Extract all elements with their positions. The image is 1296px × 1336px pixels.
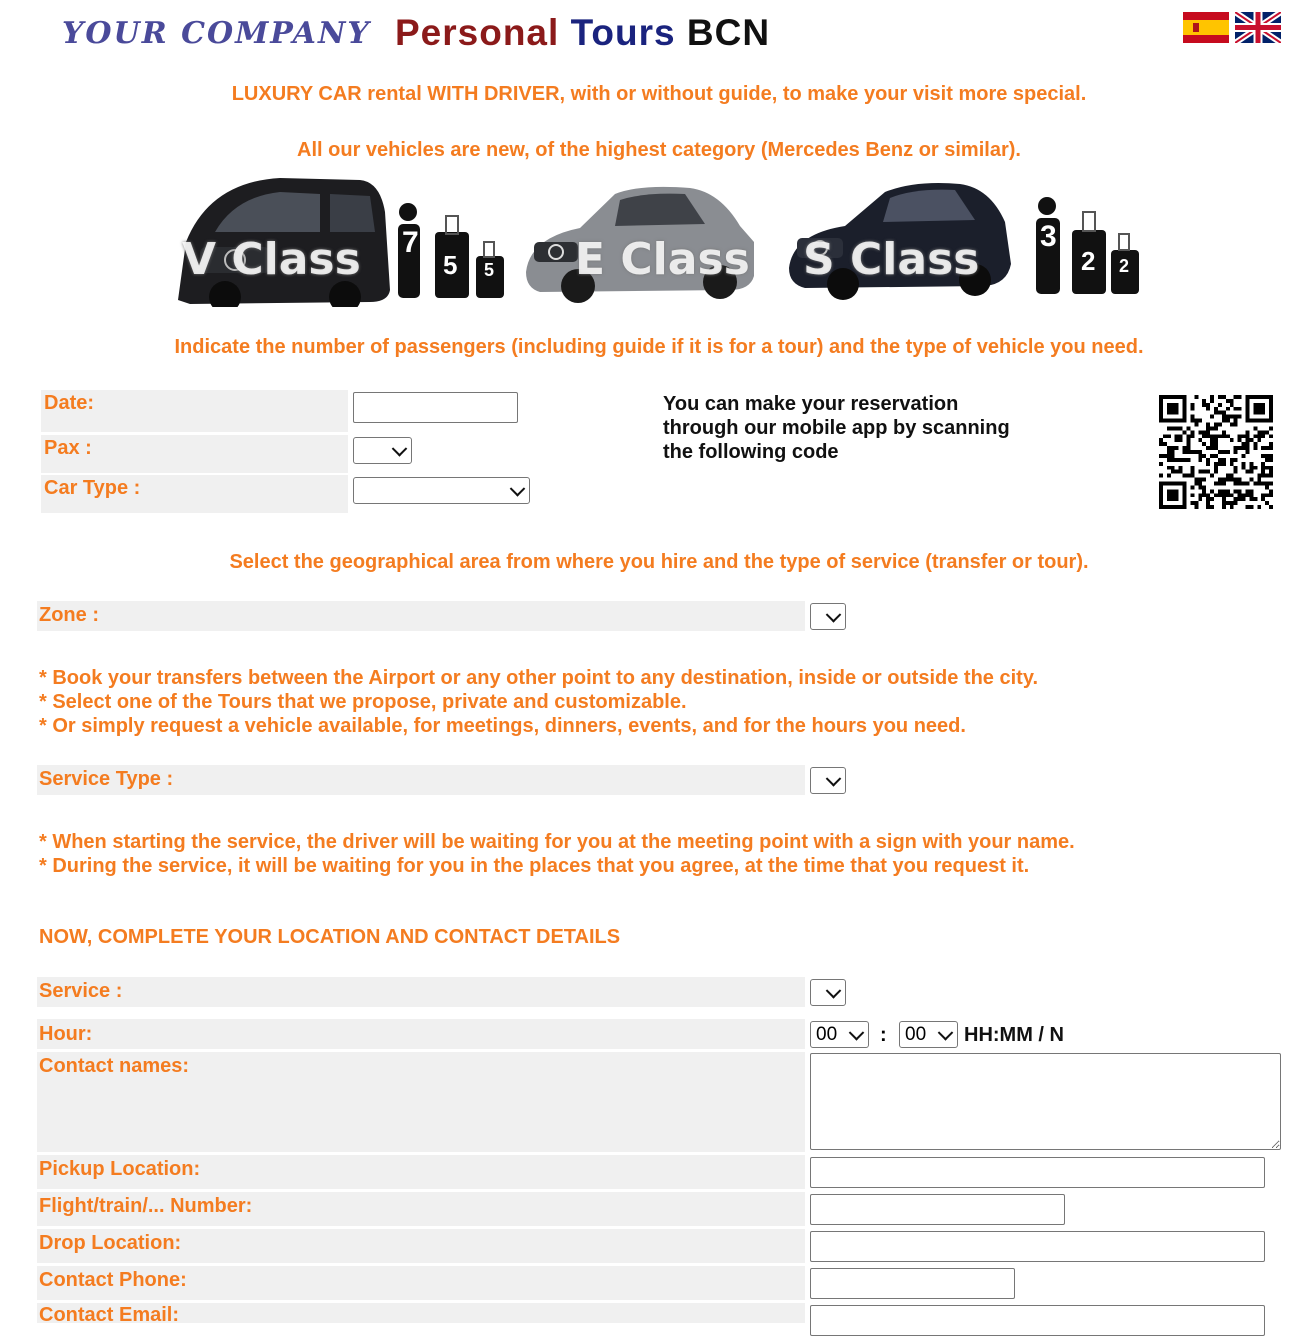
contact-names-label: Contact names:	[39, 1055, 190, 1077]
uk-flag-icon[interactable]	[1235, 12, 1281, 43]
driver-notes	[39, 830, 1075, 878]
chevron-down-icon	[826, 607, 842, 623]
qr-app-text	[663, 392, 1063, 464]
service-label: Service :	[39, 980, 123, 1002]
date-input[interactable]	[353, 392, 518, 423]
service-notes	[39, 666, 1038, 738]
contact-names-textarea[interactable]	[810, 1053, 1281, 1150]
chevron-down-icon	[510, 481, 526, 497]
driver-note-1: * When starting the service, the driver will be waiting for you at the meeting point with a sign with your name.	[39, 831, 1075, 853]
time-separator: :	[880, 1024, 887, 1046]
chevron-down-icon	[938, 1025, 954, 1041]
title-word-personal: Personal	[395, 12, 560, 53]
date-label: Date:	[41, 390, 348, 432]
service-note-3: * Or simply request a vehicle available, for meetings, dinners, events, and for the hours you need.	[39, 715, 966, 737]
hour-row	[37, 1019, 805, 1049]
title-word-bcn: BCN	[686, 12, 771, 53]
intro-line-2: All our vehicles are new, of the highest category (Mercedes Benz or similar).	[297, 139, 1021, 161]
chevron-down-icon	[826, 771, 842, 787]
title-word-tours: Tours	[570, 12, 676, 53]
v-class-label: V Class	[182, 234, 361, 285]
s-class-small-bags: 2	[1119, 256, 1130, 276]
s-class-big-bags: 2	[1081, 246, 1096, 276]
minute-select-value: 00	[905, 1023, 927, 1045]
flight-number-input[interactable]	[810, 1194, 1065, 1225]
car-type-label: Car Type :	[41, 475, 348, 513]
service-note-1: * Book your transfers between the Airport or any other point to any destination, inside or outside the city.	[39, 667, 1039, 689]
zone-select[interactable]	[810, 603, 846, 630]
drop-label: Drop Location:	[39, 1232, 182, 1254]
area-instruction: Select the geographical area from where you hire and the type of service (transfer or tour).	[229, 551, 1089, 573]
site-title	[395, 12, 770, 54]
s-class-vehicle-image	[785, 172, 1145, 307]
email-label: Contact Email:	[39, 1304, 180, 1326]
hour-label: Hour:	[39, 1023, 93, 1045]
contact-heading: NOW, COMPLETE YOUR LOCATION AND CONTACT DETAILS	[39, 926, 621, 948]
hour-select-value: 00	[816, 1023, 838, 1045]
zone-row	[37, 601, 805, 631]
service-note-2: * Select one of the Tours that we propose, private and customizable.	[39, 691, 687, 713]
pax-select[interactable]	[353, 437, 412, 464]
e-class-vehicle-image	[520, 172, 760, 307]
zone-label: Zone :	[39, 604, 99, 626]
e-class-label: E Class	[575, 234, 750, 285]
drop-location-input[interactable]	[810, 1231, 1265, 1262]
qr-text-line-1: You can make your reservation	[663, 393, 959, 415]
contact-email-input[interactable]	[810, 1305, 1265, 1336]
v-class-small-bags: 5	[484, 260, 495, 280]
qr-text-line-3: the following code	[663, 441, 839, 463]
car-type-select[interactable]	[353, 477, 530, 504]
company-logo: YOUR COMPANY	[62, 16, 371, 51]
pax-label: Pax :	[41, 435, 348, 473]
qr-text-line-2: through our mobile app by scanning	[663, 417, 1010, 439]
chevron-down-icon	[849, 1025, 865, 1041]
s-class-pax: 3	[1040, 220, 1057, 253]
minute-select[interactable]	[899, 1021, 958, 1048]
time-format-hint: HH:MM / N	[964, 1024, 1064, 1046]
service-select[interactable]	[810, 979, 846, 1006]
service-type-select[interactable]	[810, 767, 846, 794]
intro-line-1: LUXURY CAR rental WITH DRIVER, with or without guide, to make your visit more special.	[231, 83, 1087, 105]
chevron-down-icon	[826, 983, 842, 999]
v-class-pax: 7	[402, 226, 419, 259]
service-row	[37, 977, 805, 1007]
contact-phone-input[interactable]	[810, 1268, 1015, 1299]
es-flag-icon[interactable]	[1183, 12, 1229, 43]
chevron-down-icon	[392, 441, 408, 457]
driver-note-2: * During the service, it will be waiting for you in the places that you agree, at the time that you request it.	[39, 855, 1030, 877]
v-class-big-bags: 5	[443, 250, 458, 280]
passengers-instruction: Indicate the number of passengers (including guide if it is for a tour) and the type of vehicle you need.	[174, 336, 1144, 358]
hour-select[interactable]	[810, 1021, 869, 1048]
phone-label: Contact Phone:	[39, 1269, 187, 1291]
s-class-label: S Class	[803, 234, 980, 285]
flight-label: Flight/train/... Number:	[39, 1195, 253, 1217]
qr-code-image[interactable]	[1159, 395, 1273, 509]
pickup-label: Pickup Location:	[39, 1158, 201, 1180]
service-type-label: Service Type :	[39, 768, 174, 790]
v-class-vehicle-image	[170, 172, 510, 307]
pickup-location-input[interactable]	[810, 1157, 1265, 1188]
